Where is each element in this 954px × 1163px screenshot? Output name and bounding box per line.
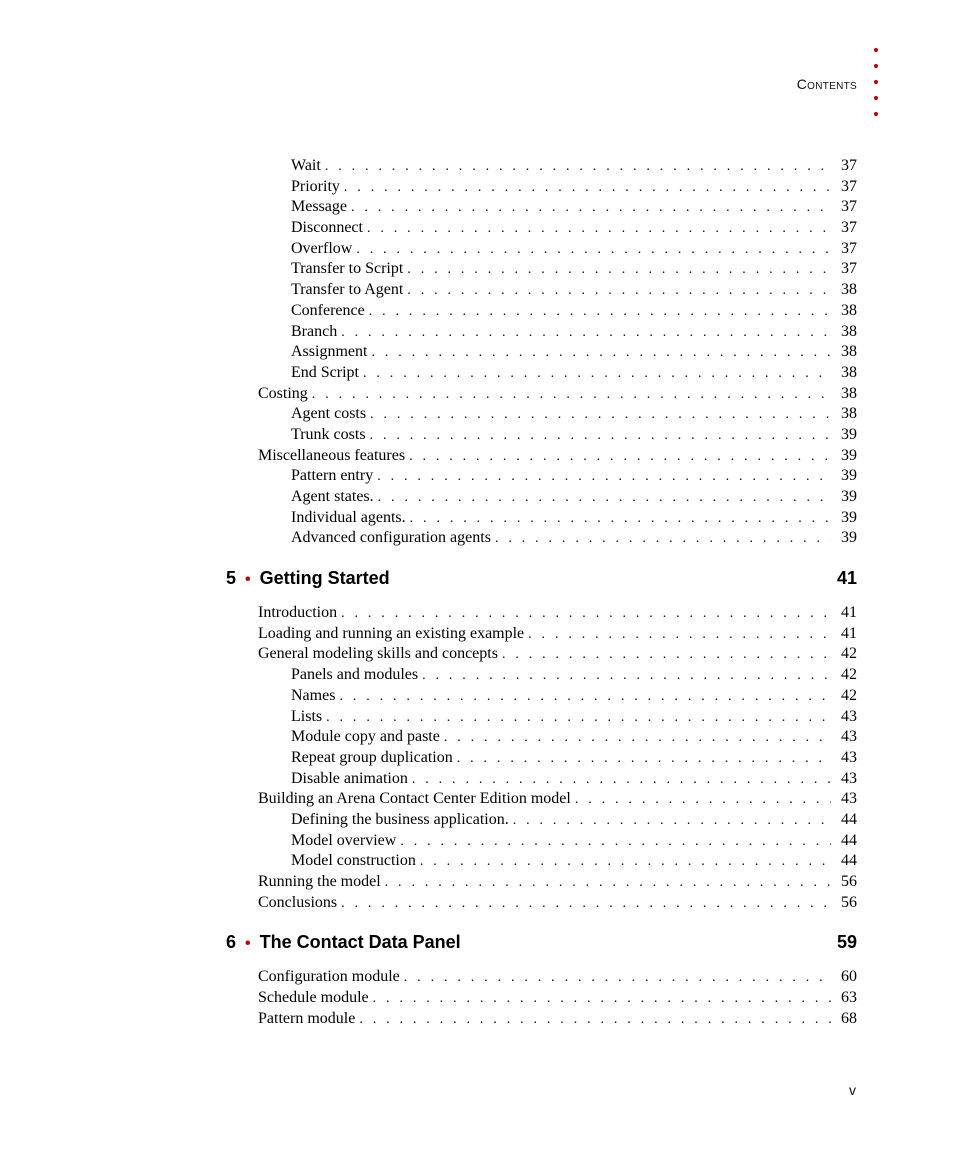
toc-entry-page: 39: [841, 529, 857, 547]
toc-entry[interactable]: [226, 177, 857, 198]
toc-entry-page: 37: [841, 219, 857, 237]
chapter-title: The Contact Data Panel: [259, 932, 461, 953]
dot-leader: [363, 364, 831, 385]
toc-entry[interactable]: [226, 363, 857, 384]
toc-entry[interactable]: [226, 342, 857, 363]
toc-entry-page: 60: [841, 968, 857, 986]
toc-entry-page: 39: [841, 508, 857, 526]
toc-entry-label: Priority: [291, 177, 340, 195]
toc-entry-page: 39: [841, 446, 857, 464]
toc-entry-page: 37: [841, 177, 857, 195]
toc-entry-page: 37: [841, 198, 857, 216]
toc-entry-page: 39: [841, 467, 857, 485]
toc-entry[interactable]: [226, 769, 857, 790]
dot-leader: [339, 687, 831, 708]
dot-leader: [341, 323, 831, 344]
toc-entry[interactable]: [226, 810, 857, 831]
toc-entry-page: 38: [841, 322, 857, 340]
dot-leader: [400, 832, 831, 853]
toc-entry[interactable]: [226, 425, 857, 446]
toc-entry-label: Conference: [291, 301, 365, 319]
dot-leader: [370, 405, 831, 426]
toc-entry-label: Lists: [291, 707, 323, 725]
dot-leader: [502, 645, 831, 666]
toc-entry-label: End Script: [291, 363, 359, 381]
dot-leader: [575, 790, 831, 811]
dot-leader: [420, 852, 831, 873]
dot-leader: [341, 894, 831, 915]
toc-entry-label: Pattern module: [258, 1009, 356, 1027]
toc-entry-label: Costing: [258, 384, 308, 402]
toc-entry-label: Individual agents.: [291, 508, 406, 526]
toc-entry-page: 44: [841, 810, 857, 828]
toc-entry-label: Trunk costs: [291, 425, 366, 443]
chapter-page: 59: [836, 932, 857, 953]
dot-leader: [371, 343, 831, 364]
toc-entry-label: Conclusions: [258, 893, 338, 911]
toc-entry[interactable]: [226, 301, 857, 322]
toc-entry-page: 44: [841, 831, 857, 849]
toc-entry[interactable]: [226, 748, 857, 769]
toc-entry-page: 43: [841, 728, 857, 746]
toc-entry-label: Schedule module: [258, 989, 369, 1007]
toc-entry-page: 43: [841, 790, 857, 808]
dot-leader: [409, 447, 831, 468]
table-of-contents: [226, 156, 857, 1029]
toc-entry[interactable]: [226, 727, 857, 748]
toc-entry[interactable]: [226, 280, 857, 301]
dot-leader: [404, 968, 831, 989]
toc-entry[interactable]: [226, 831, 857, 852]
toc-entry[interactable]: [226, 1009, 857, 1030]
toc-entry[interactable]: [226, 259, 857, 280]
toc-entry[interactable]: [226, 446, 857, 467]
red-dot-icon: [874, 96, 878, 100]
toc-entry[interactable]: [226, 404, 857, 425]
toc-entry-label: Miscellaneous features: [258, 446, 406, 464]
toc-entry-page: 41: [841, 604, 857, 622]
dot-leader: [385, 873, 831, 894]
toc-entry[interactable]: [226, 603, 857, 624]
dot-leader: [495, 529, 831, 550]
toc-entry-label: Building an Arena Contact Center Edition model: [258, 790, 571, 808]
toc-entry-page: 38: [841, 281, 857, 299]
toc-entry[interactable]: [226, 239, 857, 260]
toc-entry-label: Transfer to Script: [291, 260, 404, 278]
margin-dots-decoration: [874, 48, 880, 128]
toc-entry-page: 37: [841, 260, 857, 278]
red-dot-icon: [874, 64, 878, 68]
chapter-title: Getting Started: [259, 568, 390, 589]
dot-leader: [370, 426, 831, 447]
toc-entry[interactable]: [226, 893, 857, 914]
toc-entry-page: 56: [841, 893, 857, 911]
dot-leader: [373, 989, 831, 1010]
toc-entry-page: 43: [841, 748, 857, 766]
toc-entry-label: Overflow: [291, 239, 353, 257]
toc-entry-label: Wait: [291, 157, 321, 174]
dot-leader: [378, 488, 831, 509]
red-dot-icon: [874, 80, 878, 84]
dot-leader: [457, 749, 831, 770]
toc-entry-page: 38: [841, 301, 857, 319]
toc-entry-label: Pattern entry: [291, 467, 374, 485]
toc-entry-page: 63: [841, 989, 857, 1007]
dot-leader: [513, 811, 831, 832]
toc-entry-label: Transfer to Agent: [291, 281, 404, 299]
toc-entry-page: 43: [841, 769, 857, 787]
toc-entry-page: 56: [841, 873, 857, 890]
dot-leader: [528, 625, 831, 646]
toc-entry-page: 37: [841, 157, 857, 174]
toc-entry-label: Disconnect: [291, 219, 363, 237]
dot-leader: [422, 666, 831, 687]
toc-entry-page: 44: [841, 852, 857, 870]
dot-leader: [412, 770, 831, 791]
chapter-heading[interactable]: [226, 567, 857, 589]
toc-entry[interactable]: [226, 384, 857, 405]
toc-entry[interactable]: [226, 967, 857, 988]
toc-entry-page: 38: [841, 384, 857, 402]
toc-entry[interactable]: [226, 528, 857, 549]
toc-entry[interactable]: [226, 686, 857, 707]
dot-leader: [341, 604, 831, 625]
toc-entry-label: Assignment: [291, 343, 368, 361]
toc-entry-label: Module copy and paste: [291, 728, 440, 746]
toc-entry-label: Advanced configuration agents: [291, 529, 491, 547]
toc-entry-page: 68: [841, 1009, 857, 1027]
toc-entry[interactable]: [226, 156, 857, 177]
dot-leader: [444, 728, 831, 749]
toc-entry-label: Agent costs: [291, 405, 367, 423]
dot-leader: [407, 260, 831, 281]
toc-entry-page: 38: [841, 343, 857, 361]
toc-entry-label: Model overview: [291, 831, 397, 849]
toc-entry[interactable]: [226, 644, 857, 665]
toc-entry[interactable]: [226, 466, 857, 487]
toc-entry-label: Introduction: [258, 604, 338, 622]
dot-leader: [367, 219, 831, 240]
toc-entry[interactable]: [226, 624, 857, 645]
toc-entry-label: General modeling skills and concepts: [258, 645, 498, 663]
dot-leader: [407, 281, 831, 302]
dot-leader: [325, 157, 831, 178]
toc-entry[interactable]: [226, 789, 857, 810]
toc-entry[interactable]: [226, 988, 857, 1009]
dot-leader: [356, 240, 831, 261]
toc-entry-page: 38: [841, 405, 857, 423]
running-head: Contents: [796, 76, 857, 92]
toc-entry-page: 42: [841, 666, 857, 684]
toc-entry-label: Panels and modules: [291, 666, 419, 684]
toc-entry-page: 43: [841, 707, 857, 725]
toc-entry-label: Loading and running an existing example: [258, 624, 525, 642]
toc-entry-page: 39: [841, 488, 857, 505]
toc-entry-label: Model construction: [291, 852, 416, 870]
toc-entry-label: Message: [291, 198, 347, 216]
toc-entry[interactable]: [226, 487, 857, 508]
dot-leader: [410, 509, 831, 530]
toc-entry-label: Names: [291, 686, 336, 704]
toc-entry[interactable]: [226, 707, 857, 728]
red-dot-icon: [874, 48, 878, 52]
dot-leader: [351, 198, 831, 219]
toc-entry-label: Running the model: [258, 873, 381, 890]
chapter-number: 5: [226, 568, 237, 589]
toc-entry-label: Repeat group duplication: [291, 748, 453, 766]
toc-entry-label: Branch: [291, 322, 338, 340]
toc-entry[interactable]: [226, 197, 857, 218]
toc-entry-label: Agent states.: [291, 488, 374, 505]
dot-leader: [312, 385, 831, 406]
dot-leader: [344, 178, 831, 199]
dot-leader: [326, 708, 831, 729]
toc-entry-page: 39: [841, 425, 857, 443]
toc-entry[interactable]: [226, 665, 857, 686]
toc-entry[interactable]: [226, 508, 857, 529]
toc-entry[interactable]: [226, 218, 857, 239]
toc-entry[interactable]: [226, 872, 857, 893]
page-number: v: [849, 1082, 856, 1098]
toc-entry-page: 42: [841, 686, 857, 704]
bullet-icon: •: [245, 571, 251, 589]
toc-entry[interactable]: [226, 851, 857, 872]
chapter-number: 6: [226, 932, 237, 953]
red-dot-icon: [874, 112, 878, 116]
toc-entry-page: 37: [841, 239, 857, 257]
toc-entry-page: 42: [841, 645, 857, 663]
toc-entry-label: Configuration module: [258, 968, 400, 986]
toc-entry-label: Disable animation: [291, 769, 408, 787]
toc-entry-page: 41: [841, 624, 857, 642]
chapter-heading[interactable]: [226, 931, 857, 953]
dot-leader: [377, 467, 831, 488]
toc-entry-label: Defining the business application.: [291, 810, 509, 828]
toc-entry-page: 38: [841, 363, 857, 381]
toc-entry[interactable]: [226, 322, 857, 343]
dot-leader: [359, 1010, 831, 1031]
dot-leader: [369, 302, 831, 323]
chapter-page: 41: [836, 568, 857, 589]
bullet-icon: •: [245, 935, 251, 953]
